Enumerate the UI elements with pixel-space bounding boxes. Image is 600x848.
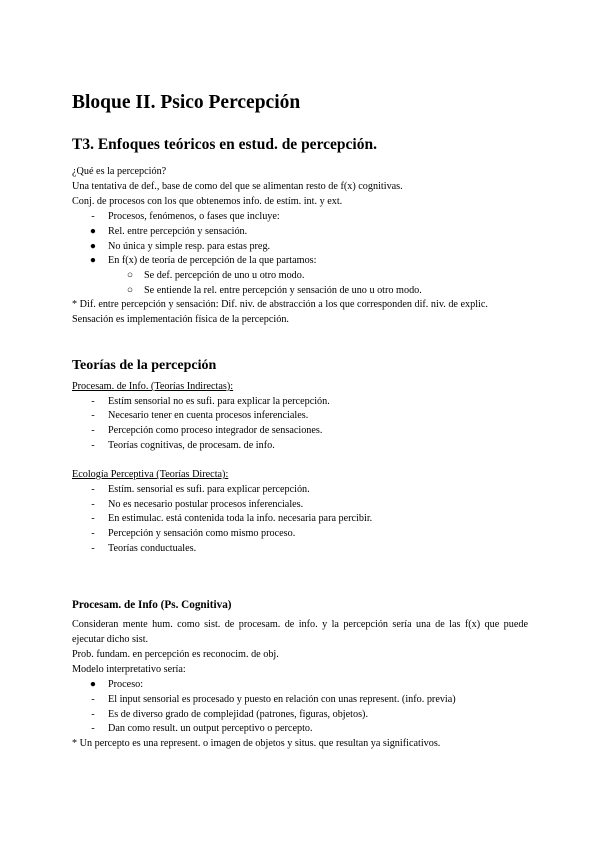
list-item: Rel. entre percepción y sensación. <box>108 226 248 237</box>
dash-marker: - <box>91 499 95 510</box>
list-item: Percepción y sensación como mismo proceso. <box>108 528 296 539</box>
bullet-marker: ● <box>89 255 97 266</box>
dash-marker: - <box>91 723 95 734</box>
section1-heading: T3. Enfoques teóricos en estud. de percepción. <box>72 136 377 153</box>
bullet-marker: ● <box>89 241 97 252</box>
section2-heading: Teorías de la percepción <box>72 358 217 373</box>
bullet-marker: ● <box>89 679 97 690</box>
sub-list-item: Se entiende la rel. entre percepción y sensación de uno u otro modo. <box>144 285 422 296</box>
bullet-marker: ● <box>89 226 97 237</box>
dash-marker: - <box>91 528 95 539</box>
list-item: Teorías conductuales. <box>108 543 197 554</box>
list-item: Necesario tener en cuenta procesos inferenciales. <box>108 410 309 421</box>
section1-line: Conj. de procesos con los que obtenemos info. de estím. int. y ext. <box>72 196 343 207</box>
section3-heading: Procesam. de Info (Ps. Cognitiva) <box>72 599 232 611</box>
group1-title: Procesam. de Info. (Teorías Indirectas): <box>72 381 234 392</box>
dash-marker: - <box>91 694 95 705</box>
dash-marker: - <box>91 425 95 436</box>
circle-marker: ○ <box>126 285 134 296</box>
list-item: Teorías cognitivas, de procesam. de info. <box>108 440 275 451</box>
list-item: Procesos, fenómenos, o fases que incluye: <box>108 211 280 222</box>
section3-note: * Un percepto es una represent. o imagen de objetos y situs. que resultan ya significativos. <box>72 738 441 749</box>
section1-note: * Dif. entre percepción y sensación: Dif. niv. de abstracción a los que corresponden dif. niv. de explic. <box>72 299 488 310</box>
list-item: En estimulac. está contenida toda la info. necesaria para percibir. <box>108 513 373 524</box>
dash-marker: - <box>91 709 95 720</box>
section1-note: Sensación es implementación física de la percepción. <box>72 314 289 325</box>
list-item: En f(x) de teoría de percepción de la que partamos: <box>108 255 317 266</box>
list-item: Estím sensorial no es sufi. para explicar la percepción. <box>108 396 330 407</box>
list-item: El input sensorial es procesado y puesto en relación con unas represent. (info. previa) <box>108 694 456 705</box>
list-item: Dan como result. un output perceptivo o percepto. <box>108 723 313 734</box>
dash-marker: - <box>91 396 95 407</box>
list-item: Es de diverso grado de complejidad (patrones, figuras, objetos). <box>108 709 368 720</box>
section1-line: Una tentativa de def., base de como del que se alimentan resto de f(x) cognitivas. <box>72 181 403 192</box>
dash-marker: - <box>91 211 95 222</box>
list-item: Estím. sensorial es sufi. para explicar percepción. <box>108 484 310 495</box>
section3-line: Modelo interpretativo sería: <box>72 664 186 675</box>
page-title: Bloque II. Psico Percepción <box>72 92 301 113</box>
dash-marker: - <box>91 440 95 451</box>
section1-line: ¿Qué es la percepción? <box>72 166 167 177</box>
dash-marker: - <box>91 484 95 495</box>
sub-list-item: Se def. percepción de uno u otro modo. <box>144 270 305 281</box>
dash-marker: - <box>91 410 95 421</box>
group2-title: Ecología Perceptiva (Teorías Directa): <box>72 469 229 480</box>
section3-line: Prob. fundam. en percepción es reconocim. de obj. <box>72 649 279 660</box>
dash-marker: - <box>91 543 95 554</box>
list-item: Percepción como proceso integrador de sensaciones. <box>108 425 323 436</box>
list-item: No única y simple resp. para estas preg. <box>108 241 271 252</box>
circle-marker: ○ <box>126 270 134 281</box>
list-item: Proceso: <box>108 679 144 690</box>
section3-paragraph: Consideran mente hum. como sist. de procesam. de info. y la percepción sería una de las f(x) que puede ejecutar dicho sist. <box>72 619 528 645</box>
list-item: No es necesario postular procesos inferenciales. <box>108 499 304 510</box>
dash-marker: - <box>91 513 95 524</box>
